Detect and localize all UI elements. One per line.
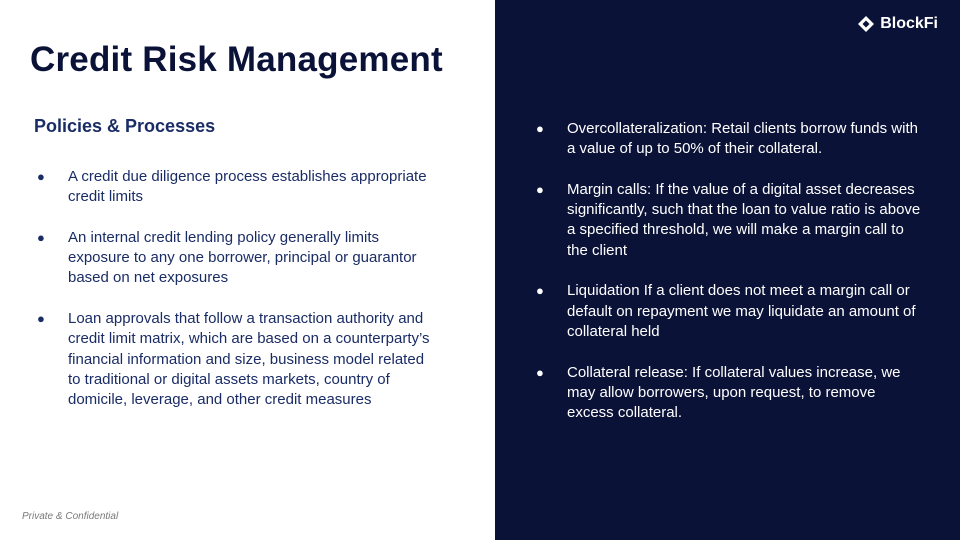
- list-item: [536, 119, 922, 160]
- collateral-list: [536, 119, 922, 444]
- list-item-text: Overcollateralization: Retail clients borrow funds with a value of up to 50% of their collateral.: [567, 120, 918, 158]
- list-item-text: An internal credit lending policy generally limits exposure to any one borrower, principal or guarantor based on net exposures: [68, 228, 417, 287]
- bullet-icon: ●: [536, 283, 544, 299]
- bullet-icon: ●: [536, 121, 544, 136]
- list-item: [37, 228, 433, 289]
- brand-logo: [857, 15, 938, 33]
- policies-list: [37, 167, 433, 431]
- list-item-text: Collateral release: If collateral values increase, we may allow borrowers, upon request, to remove excess collateral.: [567, 363, 901, 422]
- list-item: [37, 167, 433, 208]
- list-item-text: A credit due diligence process establishes appropriate credit limits: [68, 168, 427, 206]
- list-item: [536, 363, 922, 424]
- bullet-icon: ●: [37, 169, 45, 184]
- bullet-icon: ●: [37, 229, 45, 245]
- section-subtitle: Policies & Processes: [34, 116, 216, 136]
- blockfi-logo-icon: [857, 15, 875, 33]
- list-item: [37, 309, 433, 410]
- list-item-text: Liquidation If a client does not meet a margin call or default on repayment we may liquidate an amount of collateral held: [567, 282, 916, 340]
- page-title: Credit Risk Management: [30, 40, 443, 79]
- bullet-icon: ●: [37, 311, 45, 327]
- bullet-icon: ●: [536, 364, 544, 380]
- list-item-text: Margin calls: If the value of a digital asset decreases significantly, such that the loan to value ratio is above a specified threshold, we will make a margin call to the client: [567, 180, 921, 259]
- list-item: [536, 281, 922, 342]
- confidentiality-footer: Private & Confidential: [22, 511, 119, 522]
- list-item: [536, 180, 922, 261]
- list-item-text: Loan approvals that follow a transaction authority and credit limit matrix, which are based on a counterparty’s financial information and size, business model related to traditional or digital assets markets, country of domicile, leverage, and other credit measures: [68, 310, 430, 409]
- brand-name: BlockFi: [880, 15, 938, 32]
- bullet-icon: ●: [536, 181, 544, 197]
